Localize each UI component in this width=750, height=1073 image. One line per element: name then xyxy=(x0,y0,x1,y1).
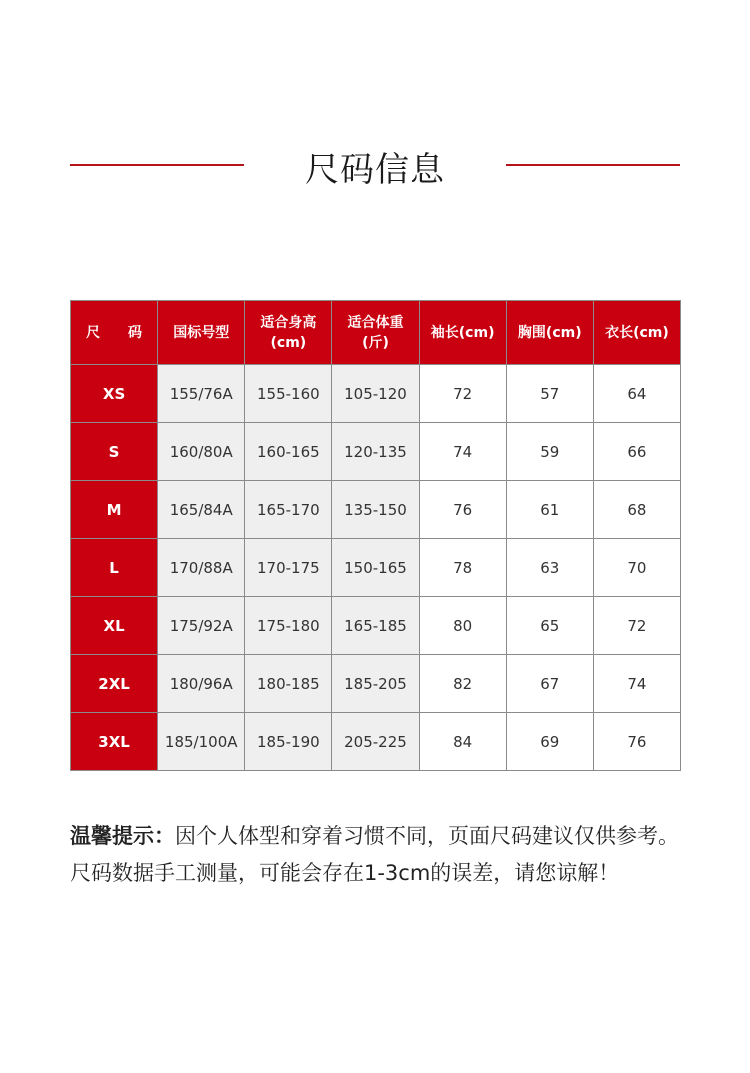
cell-weight: 165-185 xyxy=(332,597,419,655)
header-height-label: 适合身高 (cm) xyxy=(260,314,317,351)
cell-weight: 135-150 xyxy=(332,481,419,539)
cell-chest: 61 xyxy=(506,481,593,539)
cell-sleeve: 72 xyxy=(419,365,506,423)
header-chest-label: 胸围(cm) xyxy=(517,324,582,341)
cell-standard: 160/80A xyxy=(158,423,245,481)
header-size xyxy=(71,301,158,365)
cell-standard: 185/100A xyxy=(158,713,245,771)
cell-height: 180-185 xyxy=(245,655,332,713)
cell-sleeve: 80 xyxy=(419,597,506,655)
cell-height: 165-170 xyxy=(245,481,332,539)
cell-length: 74 xyxy=(593,655,680,713)
notice-text: 因个人体型和穿着习惯不同，页面尺码建议仅供参考。尺码数据手工测量，可能会存在1-3cm的误差，请您谅解！ xyxy=(70,824,679,885)
table-header-row xyxy=(71,301,681,365)
header-height xyxy=(245,301,332,365)
cell-standard: 175/92A xyxy=(158,597,245,655)
table-row xyxy=(71,365,681,423)
cell-height: 170-175 xyxy=(245,539,332,597)
cell-weight: 120-135 xyxy=(332,423,419,481)
title-divider-right xyxy=(506,164,680,166)
cell-weight: 185-205 xyxy=(332,655,419,713)
table-row xyxy=(71,655,681,713)
table-row xyxy=(71,597,681,655)
header-standard xyxy=(158,301,245,365)
notice xyxy=(70,818,685,892)
cell-length: 68 xyxy=(593,481,680,539)
cell-size: XL xyxy=(71,597,158,655)
header-standard-label: 国标号型 xyxy=(173,324,230,341)
header-chest xyxy=(506,301,593,365)
cell-size: S xyxy=(71,423,158,481)
header-weight-label: 适合体重 (斤) xyxy=(347,314,404,351)
cell-height: 175-180 xyxy=(245,597,332,655)
cell-size: L xyxy=(71,539,158,597)
cell-sleeve: 76 xyxy=(419,481,506,539)
cell-chest: 65 xyxy=(506,597,593,655)
cell-weight: 105-120 xyxy=(332,365,419,423)
cell-length: 76 xyxy=(593,713,680,771)
cell-height: 155-160 xyxy=(245,365,332,423)
cell-chest: 67 xyxy=(506,655,593,713)
table-row xyxy=(71,539,681,597)
cell-size: 3XL xyxy=(71,713,158,771)
size-table xyxy=(70,300,681,771)
cell-length: 70 xyxy=(593,539,680,597)
cell-chest: 59 xyxy=(506,423,593,481)
table-row xyxy=(71,713,681,771)
cell-chest: 57 xyxy=(506,365,593,423)
cell-height: 185-190 xyxy=(245,713,332,771)
cell-sleeve: 78 xyxy=(419,539,506,597)
cell-size: M xyxy=(71,481,158,539)
cell-standard: 170/88A xyxy=(158,539,245,597)
cell-sleeve: 82 xyxy=(419,655,506,713)
cell-weight: 205-225 xyxy=(332,713,419,771)
cell-chest: 63 xyxy=(506,539,593,597)
cell-sleeve: 74 xyxy=(419,423,506,481)
table-row xyxy=(71,481,681,539)
cell-chest: 69 xyxy=(506,713,593,771)
header-weight xyxy=(332,301,419,365)
table-row xyxy=(71,423,681,481)
cell-standard: 155/76A xyxy=(158,365,245,423)
cell-length: 66 xyxy=(593,423,680,481)
cell-length: 64 xyxy=(593,365,680,423)
header-length-label: 衣长(cm) xyxy=(605,324,669,341)
page-title: 尺码信息 xyxy=(305,150,445,190)
cell-height: 160-165 xyxy=(245,423,332,481)
header-length xyxy=(593,301,680,365)
cell-sleeve: 84 xyxy=(419,713,506,771)
cell-length: 72 xyxy=(593,597,680,655)
header-sleeve xyxy=(419,301,506,365)
cell-standard: 165/84A xyxy=(158,481,245,539)
title-row xyxy=(0,140,750,190)
cell-standard: 180/96A xyxy=(158,655,245,713)
cell-weight: 150-165 xyxy=(332,539,419,597)
notice-label: 温馨提示： xyxy=(70,824,175,848)
header-size-label: 尺 码 xyxy=(86,324,143,341)
cell-size: XS xyxy=(71,365,158,423)
cell-size: 2XL xyxy=(71,655,158,713)
header-sleeve-label: 袖长(cm) xyxy=(430,324,495,341)
